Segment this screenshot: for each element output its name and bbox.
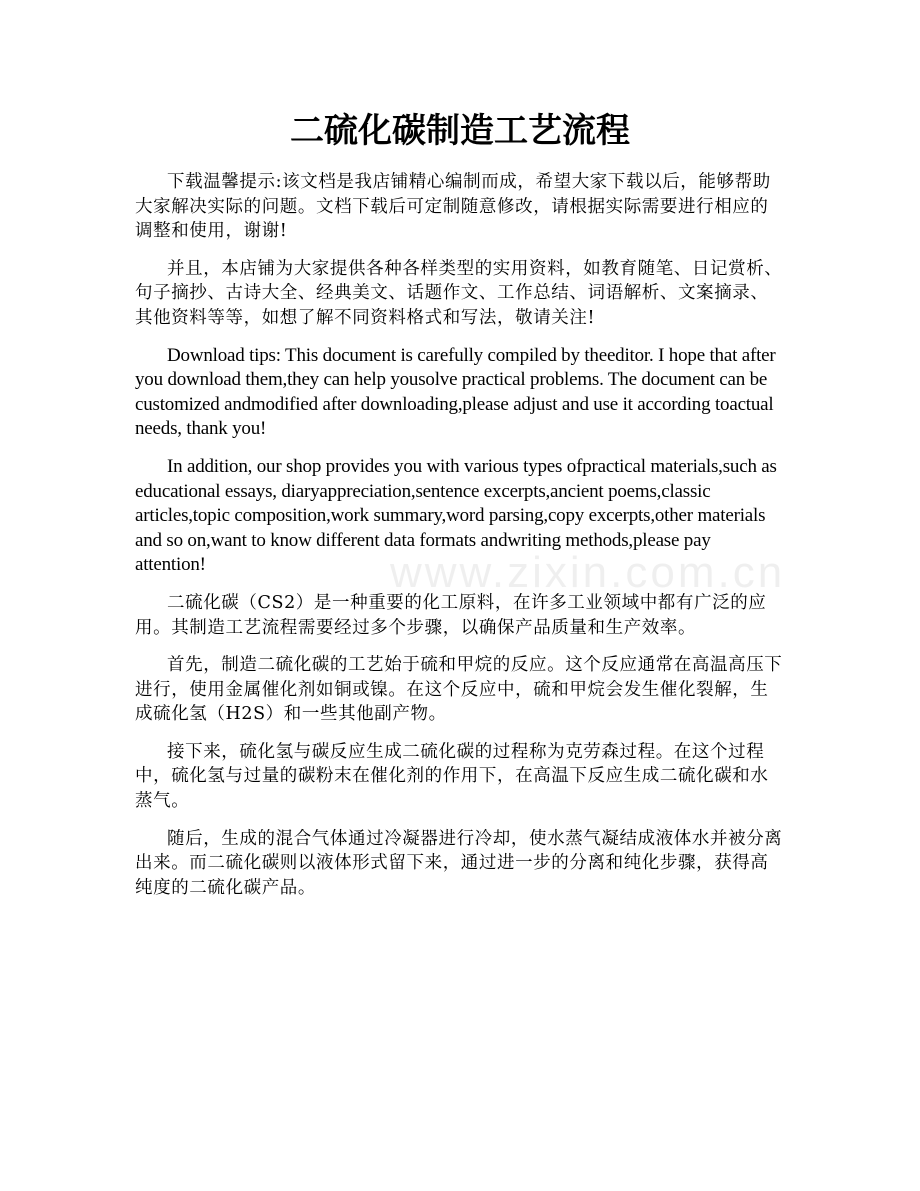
document-body [135,170,785,913]
paragraph-step-first: 首先，制造二硫化碳的工艺始于硫和甲烷的反应。这个反应通常在高温高压下进行，使用金属催化剂如铜或镍。在这个反应中，硫和甲烷会发生催化裂解，生成硫化氢（H2S）和一些其他副产物。 [135,655,783,725]
paragraph-download-tip-cn: 下载温馨提示:该文档是我店铺精心编制而成，希望大家下载以后，能够帮助大家解决实际的问题。文档下载后可定制随意修改，请根据实际需要进行相应的调整和使用，谢谢! [135,172,771,242]
watermark: www.zixin.com.cn [390,548,786,597]
paragraph-step-next: 接下来，硫化氢与碳反应生成二硫化碳的过程称为克劳森过程。在这个过程中，硫化氢与过量的碳粉末在催化剂的作用下，在高温下反应生成二硫化碳和水蒸气。 [135,741,769,812]
document-title: 二硫化碳制造工艺流程 [290,111,630,151]
paragraph-intro: 二硫化碳（CS2）是一种重要的化工原料，在许多工业领域中都有广泛的应用。其制造工艺流程需要经过多个步骤，以确保产品质量和生产效率。 [135,592,767,638]
paragraph-step-then: 随后，生成的混合气体通过冷凝器进行冷却，使水蒸气凝结成液体水并被分离出来。而二硫化碳则以液体形式留下来，通过进一步的分离和纯化步骤，获得高纯度的二硫化碳产品。 [135,828,783,898]
paragraph-shop-notice-en: In addition, our shop provides you with various types ofpractical materials,such as educational essays, diaryappreciation,sentence excerpts,ancient poems,classic articles,topic composition,work summary,word parsing,copy excerpts,other materials and so on,want to know different data formats andwriting methods,please pay attention! [135,455,777,576]
paragraph-download-tip-en: Download tips: This document is carefully compiled by theeditor. I hope that after you download them,they can help yousolve practical problems. The document can be customized andmodified after downloading,please adjust and use it according toactual needs, thank you! [135,344,776,440]
paragraph-shop-notice-cn: 并且，本店铺为大家提供各种各样类型的实用资料，如教育随笔、日记赏析、句子摘抄、古诗大全、经典美文、话题作文、工作总结、词语解析、文案摘录、其他资料等等，如想了解不同资料格式和写法，敬请关注! [135,258,783,328]
